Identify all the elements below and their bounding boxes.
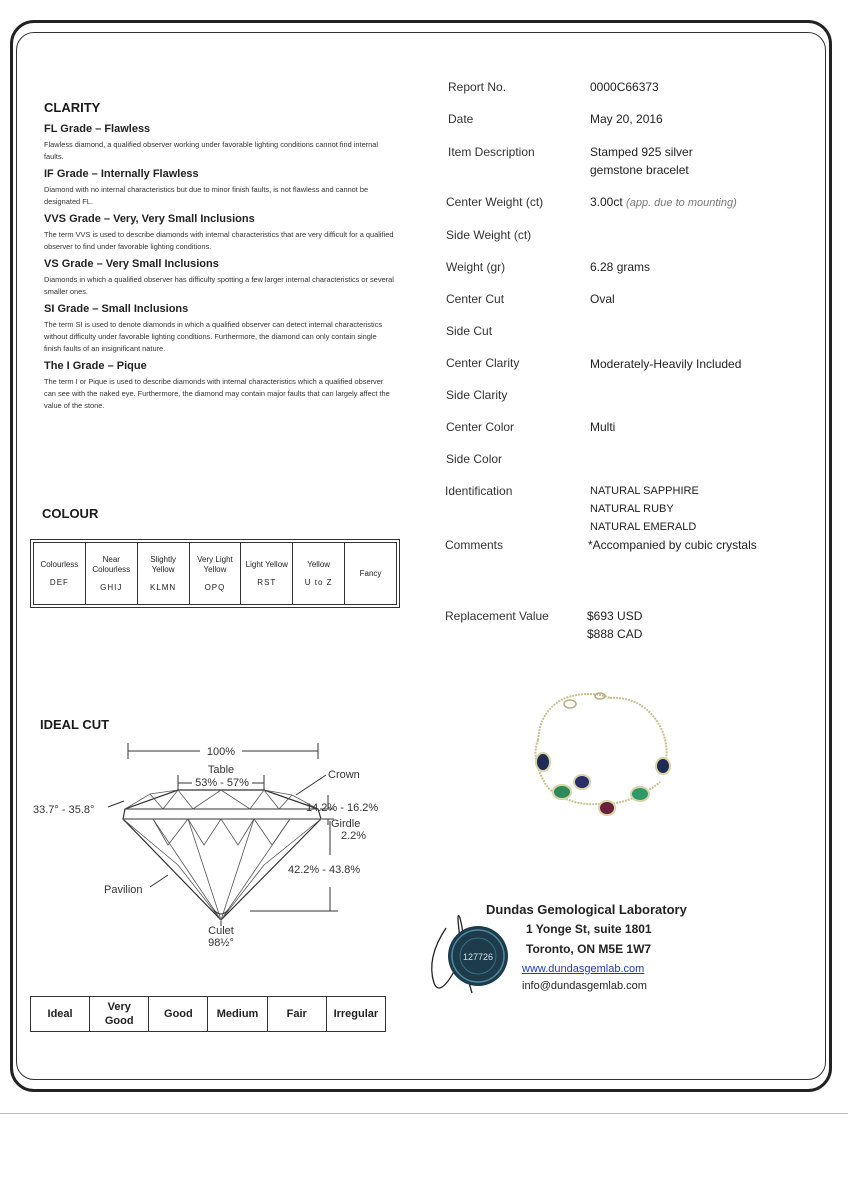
label-side-color: Side Color — [446, 452, 503, 466]
colour-cell-colourless: Colourless DEF — [34, 543, 86, 605]
label-pavilion: Pavilion — [104, 884, 143, 896]
page-bottom-rule — [0, 1113, 848, 1114]
colour-title: COLOUR — [42, 506, 99, 521]
label-crown: Crown — [328, 769, 360, 781]
label-table-range: 53% - 57% — [195, 777, 249, 789]
label-weight-gr: Weight (gr) — [446, 260, 506, 274]
clarity-desc-vvs: The term VVS is used to describe diamonds with internal characteristics that are very difficult for a qualified observer to find under favorable lighting conditions. — [44, 230, 394, 251]
label-identification: Identification — [445, 484, 513, 498]
value-date: May 20, 2016 — [590, 112, 663, 126]
value-center-weight: 3.00ct (app. due to mounting) — [590, 195, 737, 209]
value-center-clarity: Moderately-Heavily Included — [590, 357, 742, 371]
ideal-cut-title: IDEAL CUT — [40, 717, 110, 732]
clarity-title: CLARITY — [44, 100, 101, 115]
label-side-cut: Side Cut — [446, 324, 493, 338]
label-replacement-value: Replacement Value — [445, 609, 549, 623]
seal-number: 127726 — [462, 952, 494, 962]
clarity-desc-i: The term I or Pique is used to describe diamonds with internal characteristics which a qualified observer can see with the naked eye. Furthermore, the diamond may contain major faults that can largely affect the value of the stone. — [44, 377, 390, 410]
cut-grade-table — [30, 996, 386, 1032]
label-comments: Comments — [445, 538, 504, 552]
lab-address-line1: 1 Yonge St, suite 1801 — [526, 922, 652, 936]
clarity-grade-si: SI Grade – Small Inclusions — [44, 303, 189, 315]
label-girdle: Girdle — [331, 818, 361, 830]
lab-website-link[interactable]: www.dundasgemlab.com — [522, 963, 645, 975]
label-pavilion-depth: 42.2% - 43.8% — [288, 864, 361, 876]
label-total-width: 100% — [206, 746, 236, 758]
value-weight-gr: 6.28 grams — [590, 260, 651, 274]
label-culet-angle: 98½° — [208, 937, 234, 949]
colour-cell-fancy: Fancy — [345, 543, 397, 605]
cut-grade-fair: Fair — [267, 997, 326, 1032]
label-table: Table — [207, 764, 235, 776]
value-center-cut: Oval — [590, 292, 615, 306]
label-crown-height: 14.2% - 16.2% — [306, 802, 379, 814]
label-crown-angle: 33.7° - 35.8° — [33, 804, 95, 816]
value-comments: *Accompanied by cubic crystals — [588, 538, 757, 552]
label-item-description: Item Description — [448, 145, 535, 159]
colour-cell-light-yellow: Light Yellow RST — [241, 543, 293, 605]
diamond-cut-diagram — [28, 735, 398, 950]
clarity-desc-if: Diamond with no internal characteristics but due to minor finish faults, is not flawless and cannot be designated FL. — [44, 185, 369, 206]
cut-grade-good: Good — [149, 997, 208, 1032]
cut-grade-irregular: Irregular — [326, 997, 385, 1032]
label-center-weight: Center Weight (ct) — [446, 195, 544, 209]
label-center-cut: Center Cut — [446, 292, 505, 306]
label-side-clarity: Side Clarity — [446, 388, 508, 402]
colour-cell-yellow: Yellow U to Z — [293, 543, 345, 605]
colour-cell-slightly-yellow: Slightly Yellow KLMN — [137, 543, 189, 605]
label-side-weight: Side Weight (ct) — [446, 228, 532, 242]
cut-grade-ideal: Ideal — [31, 997, 90, 1032]
clarity-grade-fl: FL Grade – Flawless — [44, 123, 151, 135]
value-item-description: Stamped 925 silver gemstone bracelet — [590, 145, 693, 177]
lab-email: info@dundasgemlab.com — [522, 980, 647, 992]
center-weight-note: (app. due to mounting) — [626, 197, 737, 209]
clarity-grade-vvs: VVS Grade – Very, Very Small Inclusions — [44, 213, 255, 225]
label-center-color: Center Color — [446, 420, 515, 434]
value-center-color: Multi — [590, 420, 616, 434]
label-report-no: Report No. — [448, 80, 507, 94]
lab-name: Dundas Gemological Laboratory — [486, 902, 687, 917]
clarity-desc-si: The term SI is used to denote diamonds in which a qualified observer can detect internal characteristics without difficulty under favorable lighting conditions. Furthermore, the diamond can only contain single finish faults of an insignificant nature. — [44, 320, 383, 353]
value-identification: NATURAL SAPPHIRE NATURAL RUBY NATURAL EMERALD — [590, 485, 699, 533]
bracelet-photo — [510, 680, 690, 830]
clarity-grade-vs: VS Grade – Very Small Inclusions — [44, 258, 219, 270]
cut-grade-medium: Medium — [208, 997, 267, 1032]
clarity-grade-if: IF Grade – Internally Flawless — [44, 168, 199, 180]
colour-scale-table — [33, 542, 397, 605]
label-center-clarity: Center Clarity — [446, 356, 520, 370]
value-report-no: 0000C66373 — [590, 80, 659, 94]
label-date: Date — [448, 112, 474, 126]
clarity-grade-i: The I Grade – Pique — [44, 360, 147, 372]
colour-cell-very-light-yellow: Very Light Yellow OPQ — [189, 543, 241, 605]
lab-address-line2: Toronto, ON M5E 1W7 — [526, 942, 652, 956]
clarity-desc-vs: Diamonds in which a qualified observer has difficulty spotting a few larger internal characteristics or several smaller ones. — [44, 275, 394, 296]
label-culet: Culet — [208, 925, 234, 937]
label-girdle-value: 2.2% — [341, 830, 367, 842]
cut-grade-very-good: Very Good — [90, 997, 149, 1032]
colour-cell-near-colourless: Near Colourless GHIJ — [85, 543, 137, 605]
clarity-desc-fl: Flawless diamond, a qualified observer working under favorable lighting conditions cannot find internal faults. — [44, 140, 379, 161]
value-replacement-value: $693 USD $888 CAD — [587, 609, 643, 641]
